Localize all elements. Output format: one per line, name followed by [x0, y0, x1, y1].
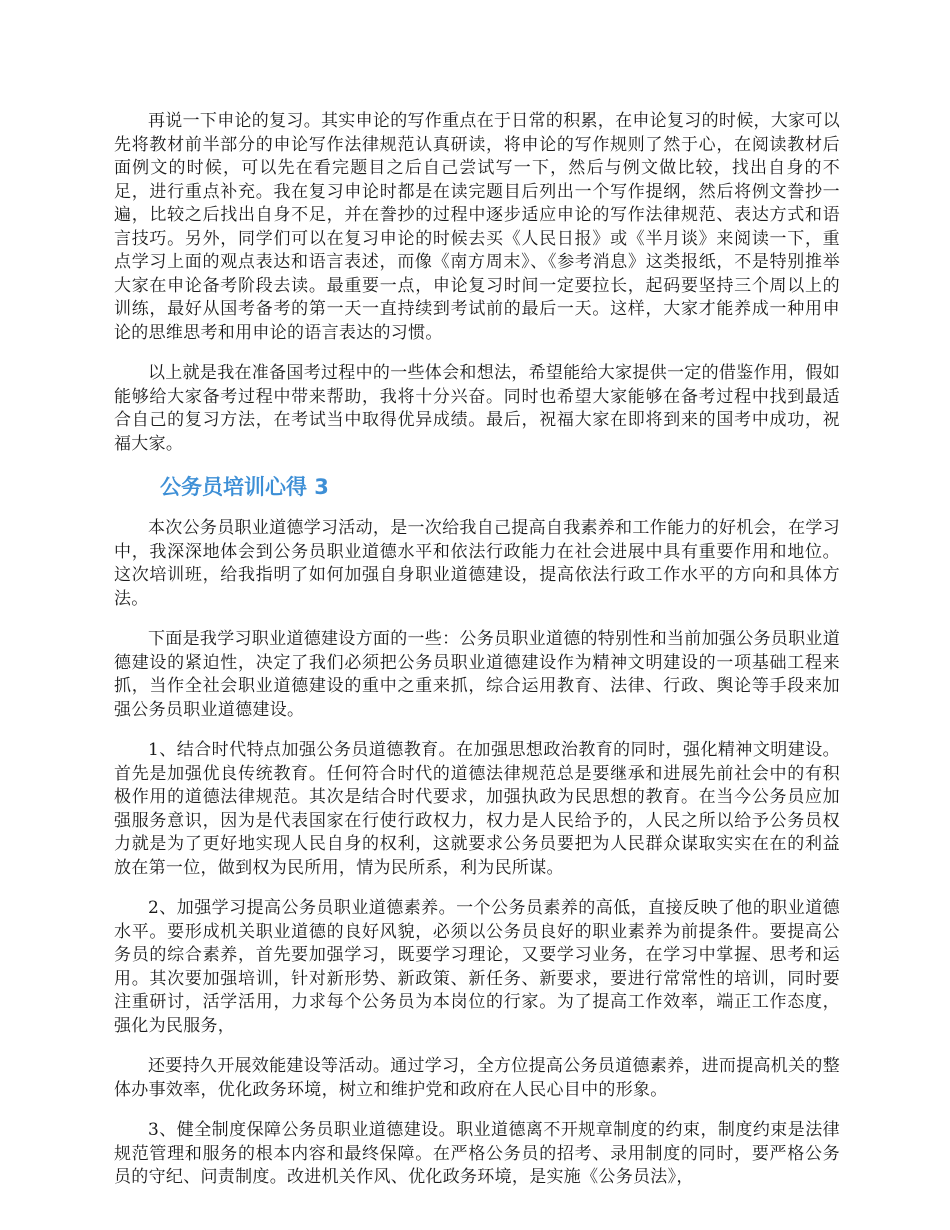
- body-paragraph: 以上就是我在准备国考过程中的一些体会和想法，希望能给大家提供一定的借鉴作用，假如能够给大家备考过程中带来帮助，我将十分兴奋。同时也希望大家能够在备考过程中找到最适合自己的复习方法，在考试当中取得优异成绩。最后，祝福大家在即将到来的国考中成功，祝福大家。: [114, 363, 840, 454]
- body-paragraph: 2、加强学习提高公务员职业道德素养。一个公务员素养的高低，直接反映了他的职业道德水平。要形成机关职业道德的良好风貌，必须以公务员良好的职业素养为前提条件。要提高公务员的综合素养，首先要加强学习，既要学习理论，又要学习业务，在学习中掌握、思考和运用。其次要加强培训，针对新形势、新政策、新任务、新要求，要进行常常性的培训，同时要注重研讨，活学活用，力求每个公务员为本岗位的行家。为了提高工作效率，端正工作态度，强化为民服务，: [114, 898, 840, 1036]
- body-paragraph: 3、健全制度保障公务员职业道德建设。职业道德离不开规章制度的约束，制度约束是法律规范管理和服务的根本内容和最终保障。在严格公务员的招考、录用制度的同时，要严格公务员的守纪、问责制度。改进机关作风、优化政务环境，是实施《公务员法》，: [114, 1120, 840, 1187]
- body-paragraph: 下面是我学习职业道德建设方面的一些：公务员职业道德的特别性和当前加强公务员职业道德建设的紧迫性，决定了我们必须把公务员职业道德建设作为精神文明建设的一项基础工程来抓，当作全社会职业道德建设的重中之重来抓，综合运用教育、法律、行政、舆论等手段来加强公务员职业道德建设。: [114, 629, 840, 720]
- body-paragraph: 1、结合时代特点加强公务员道德教育。在加强思想政治教育的同时，强化精神文明建设。首先是加强优良传统教育。任何符合时代的道德法律规范总是要继承和进展先前社会中的有积极作用的道德法律规范。其次是结合时代要求，加强执政为民思想的教育。在当今公务员应加强服务意识，因为是代表国家在行使行政权力，权力是人民给予的，人民之所以给予公务员权力就是为了更好地实现人民自身的权利，这就要求公务员要把为人民群众谋取实实在在的利益放在第一位，做到权为民所用，情为民所系，利为民所谋。: [114, 740, 840, 878]
- document-page: [114, 110, 840, 1207]
- body-paragraph: 本次公务员职业道德学习活动，是一次给我自己提高自我素养和工作能力的好机会，在学习中，我深深地体会到公务员职业道德水平和依法行政能力在社会进展中具有重要作用和地位。这次培训班，给我指明了如何加强自身职业道德建设，提高依法行政工作水平的方向和具体方法。: [114, 518, 840, 609]
- body-paragraph: 再说一下申论的复习。其实申论的写作重点在于日常的积累，在申论复习的时候，大家可以先将教材前半部分的申论写作法律规范认真研读，将申论的写作规则了然于心，在阅读教材后面例文的时候，可以先在看完题目之后自己尝试写一下，然后与例文做比较，找出自身的不足，进行重点补充。我在复习申论时都是在读完题目后列出一个写作提纲，然后将例文誊抄一遍，比较之后找出自身不足，并在誊抄的过程中逐步适应申论的写作法律规范、表达方式和语言技巧。另外，同学们可以在复习申论的时候去买《人民日报》或《半月谈》来阅读一下，重点学习上面的观点表达和语言表述，而像《南方周末》、《参考消息》这类报纸，不是特别推举大家在申论备考阶段去读。最重要一点，申论复习时间一定要拉长，起码要坚持三个周以上的训练，最好从国考备考的第一天一直持续到考试前的最后一天。这样，大家才能养成一种用申论的思维思考和用申论的语言表达的习惯。: [114, 111, 840, 343]
- section-heading: 公务员培训心得 3: [160, 475, 329, 499]
- body-paragraph: 还要持久开展效能建设等活动。通过学习，全方位提高公务员道德素养，进而提高机关的整体办事效率，优化政务环境，树立和维护党和政府在人民心目中的形象。: [114, 1056, 840, 1100]
